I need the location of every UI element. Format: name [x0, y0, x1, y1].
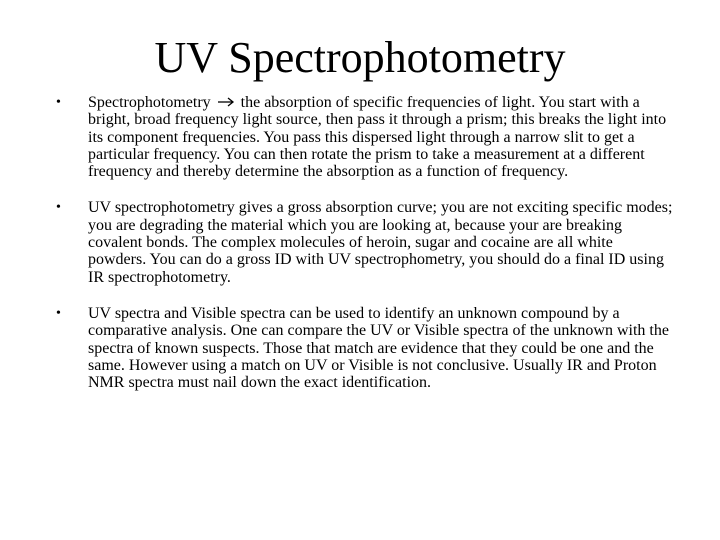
bullet-list	[54, 94, 674, 391]
arrow-right-icon	[217, 97, 235, 107]
bullet-marker: •	[56, 95, 61, 110]
bullet-text: UV spectra and Visible spectra can be used to identify an unknown compound by a comparative analysis. One can compare the UV or Visible spectra of the unknown with the spectra of known suspects. Those that match are evidence that they could be one and the same. However using a match on UV or Visible is not conclusive. Usually IR and Proton NMR spectra must nail down the exact identification.	[88, 304, 669, 392]
bullet-lead: Spectrophotometry	[88, 94, 211, 111]
slide-title: UV Spectrophotometry	[154, 33, 566, 82]
bullet-item	[54, 199, 674, 285]
bullet-marker: •	[56, 305, 61, 321]
bullet-text: the absorption of specific frequencies of light. You start with a bright, broad frequency light source, then pass it through a prism; this breaks the light into its component frequencies. You pass this dispersed light through a narrow slit to get a particular frequency. You can then rotate the prism to take a measurement at a different frequency and thereby determine the absorption as a function of frequency.	[88, 94, 667, 181]
bullet-item	[54, 305, 674, 391]
bullet-item	[54, 94, 674, 180]
bullet-text: UV spectrophotometry gives a gross absorption curve; you are not exciting specific modes; you are degrading the material which you are looking at, because your are breaking covalent bonds. The complex molecules of heroin, sugar and cocaine are all white powders. You can do a gross ID with UV spectrophometry, you should do a final ID using IR spectrophotometry.	[88, 199, 673, 286]
bullet-marker: •	[56, 200, 61, 216]
